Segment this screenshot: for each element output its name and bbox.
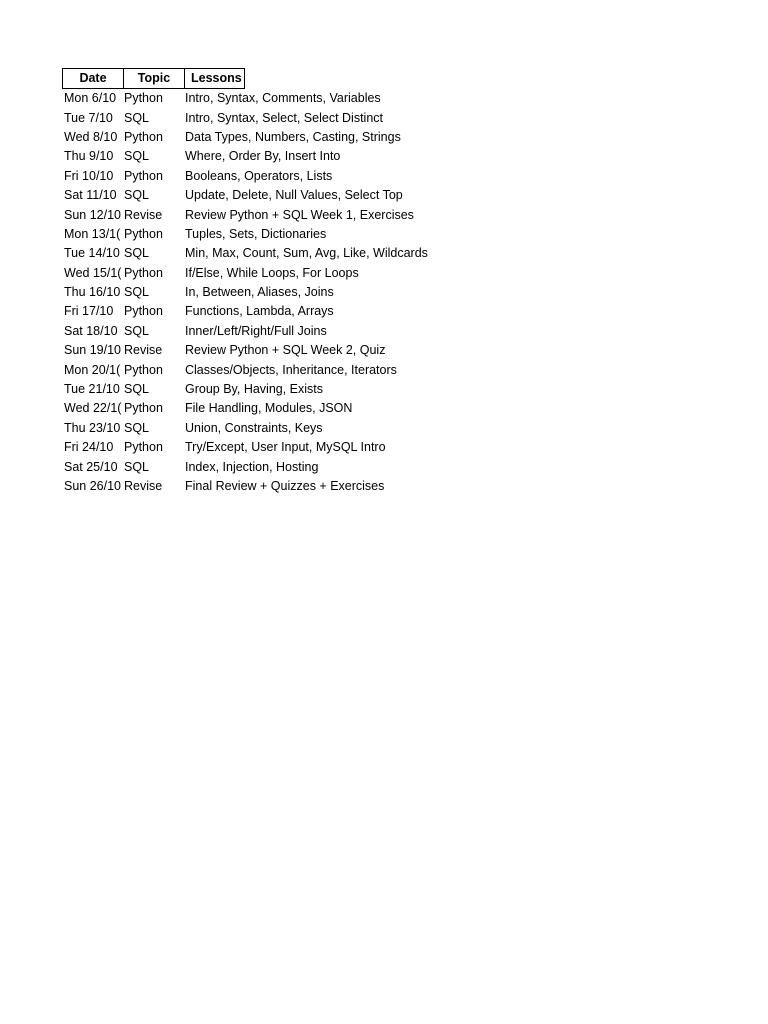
table-row [62, 244, 544, 263]
table-row [62, 205, 544, 224]
cell-topic: Python [124, 91, 163, 106]
cell-topic: SQL [124, 188, 150, 203]
table-row [62, 341, 544, 360]
table-row [62, 419, 544, 438]
cell-topic: Revise [124, 479, 163, 493]
table-row [62, 457, 544, 476]
table-row [62, 283, 544, 302]
cell-topic: SQL [124, 246, 150, 261]
table-row [62, 264, 544, 283]
table-body [62, 89, 544, 496]
cell-lessons: Group By, Having, Exists [185, 382, 324, 397]
cell-date: Sat 25/10 [64, 459, 118, 474]
table-row [62, 225, 544, 244]
cell-topic: Python [124, 226, 163, 241]
cell-date: Wed 22/1( [64, 401, 122, 416]
cell-topic: SQL [124, 459, 150, 474]
cell-topic: SQL [124, 149, 150, 164]
cell-lessons: File Handling, Modules, JSON [185, 401, 353, 416]
table-row [62, 477, 544, 496]
cell-date: Sun 12/10 [64, 207, 121, 222]
cell-topic: SQL [124, 285, 150, 300]
table-row [62, 128, 544, 147]
cell-date: Mon 6/10 [64, 91, 117, 106]
cell-lessons: Update, Delete, Null Values, Select Top [185, 188, 403, 203]
cell-date: Fri 24/10 [64, 440, 114, 455]
cell-date: Tue 21/10 [64, 382, 120, 397]
cell-date: Sun 19/10 [64, 343, 121, 358]
table-row [62, 108, 544, 127]
cell-topic: Revise [124, 343, 163, 358]
cell-date: Wed 15/1( [64, 265, 122, 280]
table-row [62, 147, 544, 166]
cell-lessons: Intro, Syntax, Select, Select Distinct [185, 110, 383, 125]
table-row [62, 438, 544, 457]
table-row [62, 322, 544, 341]
cell-lessons: Functions, Lambda, Arrays [185, 304, 334, 319]
cell-lessons: Inner/Left/Right/Full Joins [185, 323, 327, 338]
cell-lessons: In, Between, Aliases, Joins [185, 285, 334, 300]
cell-date: Thu 16/10 [64, 285, 121, 300]
cell-topic: SQL [124, 420, 150, 435]
cell-topic: Python [124, 265, 163, 280]
table-row [62, 399, 544, 418]
cell-topic: SQL [124, 382, 150, 397]
cell-lessons: Union, Constraints, Keys [185, 420, 323, 435]
cell-lessons: Classes/Objects, Inheritance, Iterators [185, 362, 397, 377]
table-row [62, 186, 544, 205]
cell-lessons: Try/Except, User Input, MySQL Intro [185, 440, 386, 455]
cell-lessons: Review Python + SQL Week 2, Quiz [185, 343, 386, 358]
cell-lessons: Final Review + Quizzes + Exercises [185, 479, 385, 493]
table-row [62, 89, 544, 108]
cell-date: Tue 7/10 [64, 110, 113, 125]
cell-topic: Python [124, 401, 163, 416]
cell-date: Sun 26/10 [64, 479, 121, 493]
cell-topic: Python [124, 168, 163, 183]
cell-lessons: Intro, Syntax, Comments, Variables [185, 91, 381, 106]
cell-date: Mon 20/1( [64, 362, 121, 377]
table-row [62, 380, 544, 399]
cell-lessons: Index, Injection, Hosting [185, 459, 319, 474]
cell-date: Sat 11/10 [64, 188, 117, 203]
header-date: Date [63, 69, 124, 88]
cell-lessons: Where, Order By, Insert Into [185, 149, 341, 164]
cell-topic: SQL [124, 110, 150, 125]
cell-topic: Revise [124, 207, 163, 222]
cell-date: Fri 17/10 [64, 304, 114, 319]
schedule-table [62, 68, 544, 496]
cell-date: Tue 14/10 [64, 246, 120, 261]
table-header-row [62, 68, 245, 89]
cell-topic: Python [124, 304, 163, 319]
cell-topic: Python [124, 129, 163, 144]
cell-topic: Python [124, 440, 163, 455]
table-row [62, 167, 544, 186]
header-lessons: Lessons [191, 71, 242, 85]
cell-lessons: Data Types, Numbers, Casting, Strings [185, 129, 401, 144]
cell-date: Mon 13/1( [64, 226, 121, 241]
cell-lessons: Min, Max, Count, Sum, Avg, Like, Wildcards [185, 246, 428, 261]
cell-date: Thu 9/10 [64, 149, 114, 164]
cell-date: Fri 10/10 [64, 168, 114, 183]
header-topic: Topic [124, 69, 185, 88]
cell-lessons: Review Python + SQL Week 1, Exercises [185, 207, 414, 222]
cell-date: Sat 18/10 [64, 323, 118, 338]
table-row [62, 302, 544, 321]
cell-lessons: Tuples, Sets, Dictionaries [185, 226, 327, 241]
cell-lessons: If/Else, While Loops, For Loops [185, 265, 359, 280]
cell-date: Wed 8/10 [64, 129, 118, 144]
cell-lessons: Booleans, Operators, Lists [185, 168, 333, 183]
cell-topic: Python [124, 362, 163, 377]
cell-topic: SQL [124, 323, 150, 338]
table-row [62, 360, 544, 379]
cell-date: Thu 23/10 [64, 420, 121, 435]
